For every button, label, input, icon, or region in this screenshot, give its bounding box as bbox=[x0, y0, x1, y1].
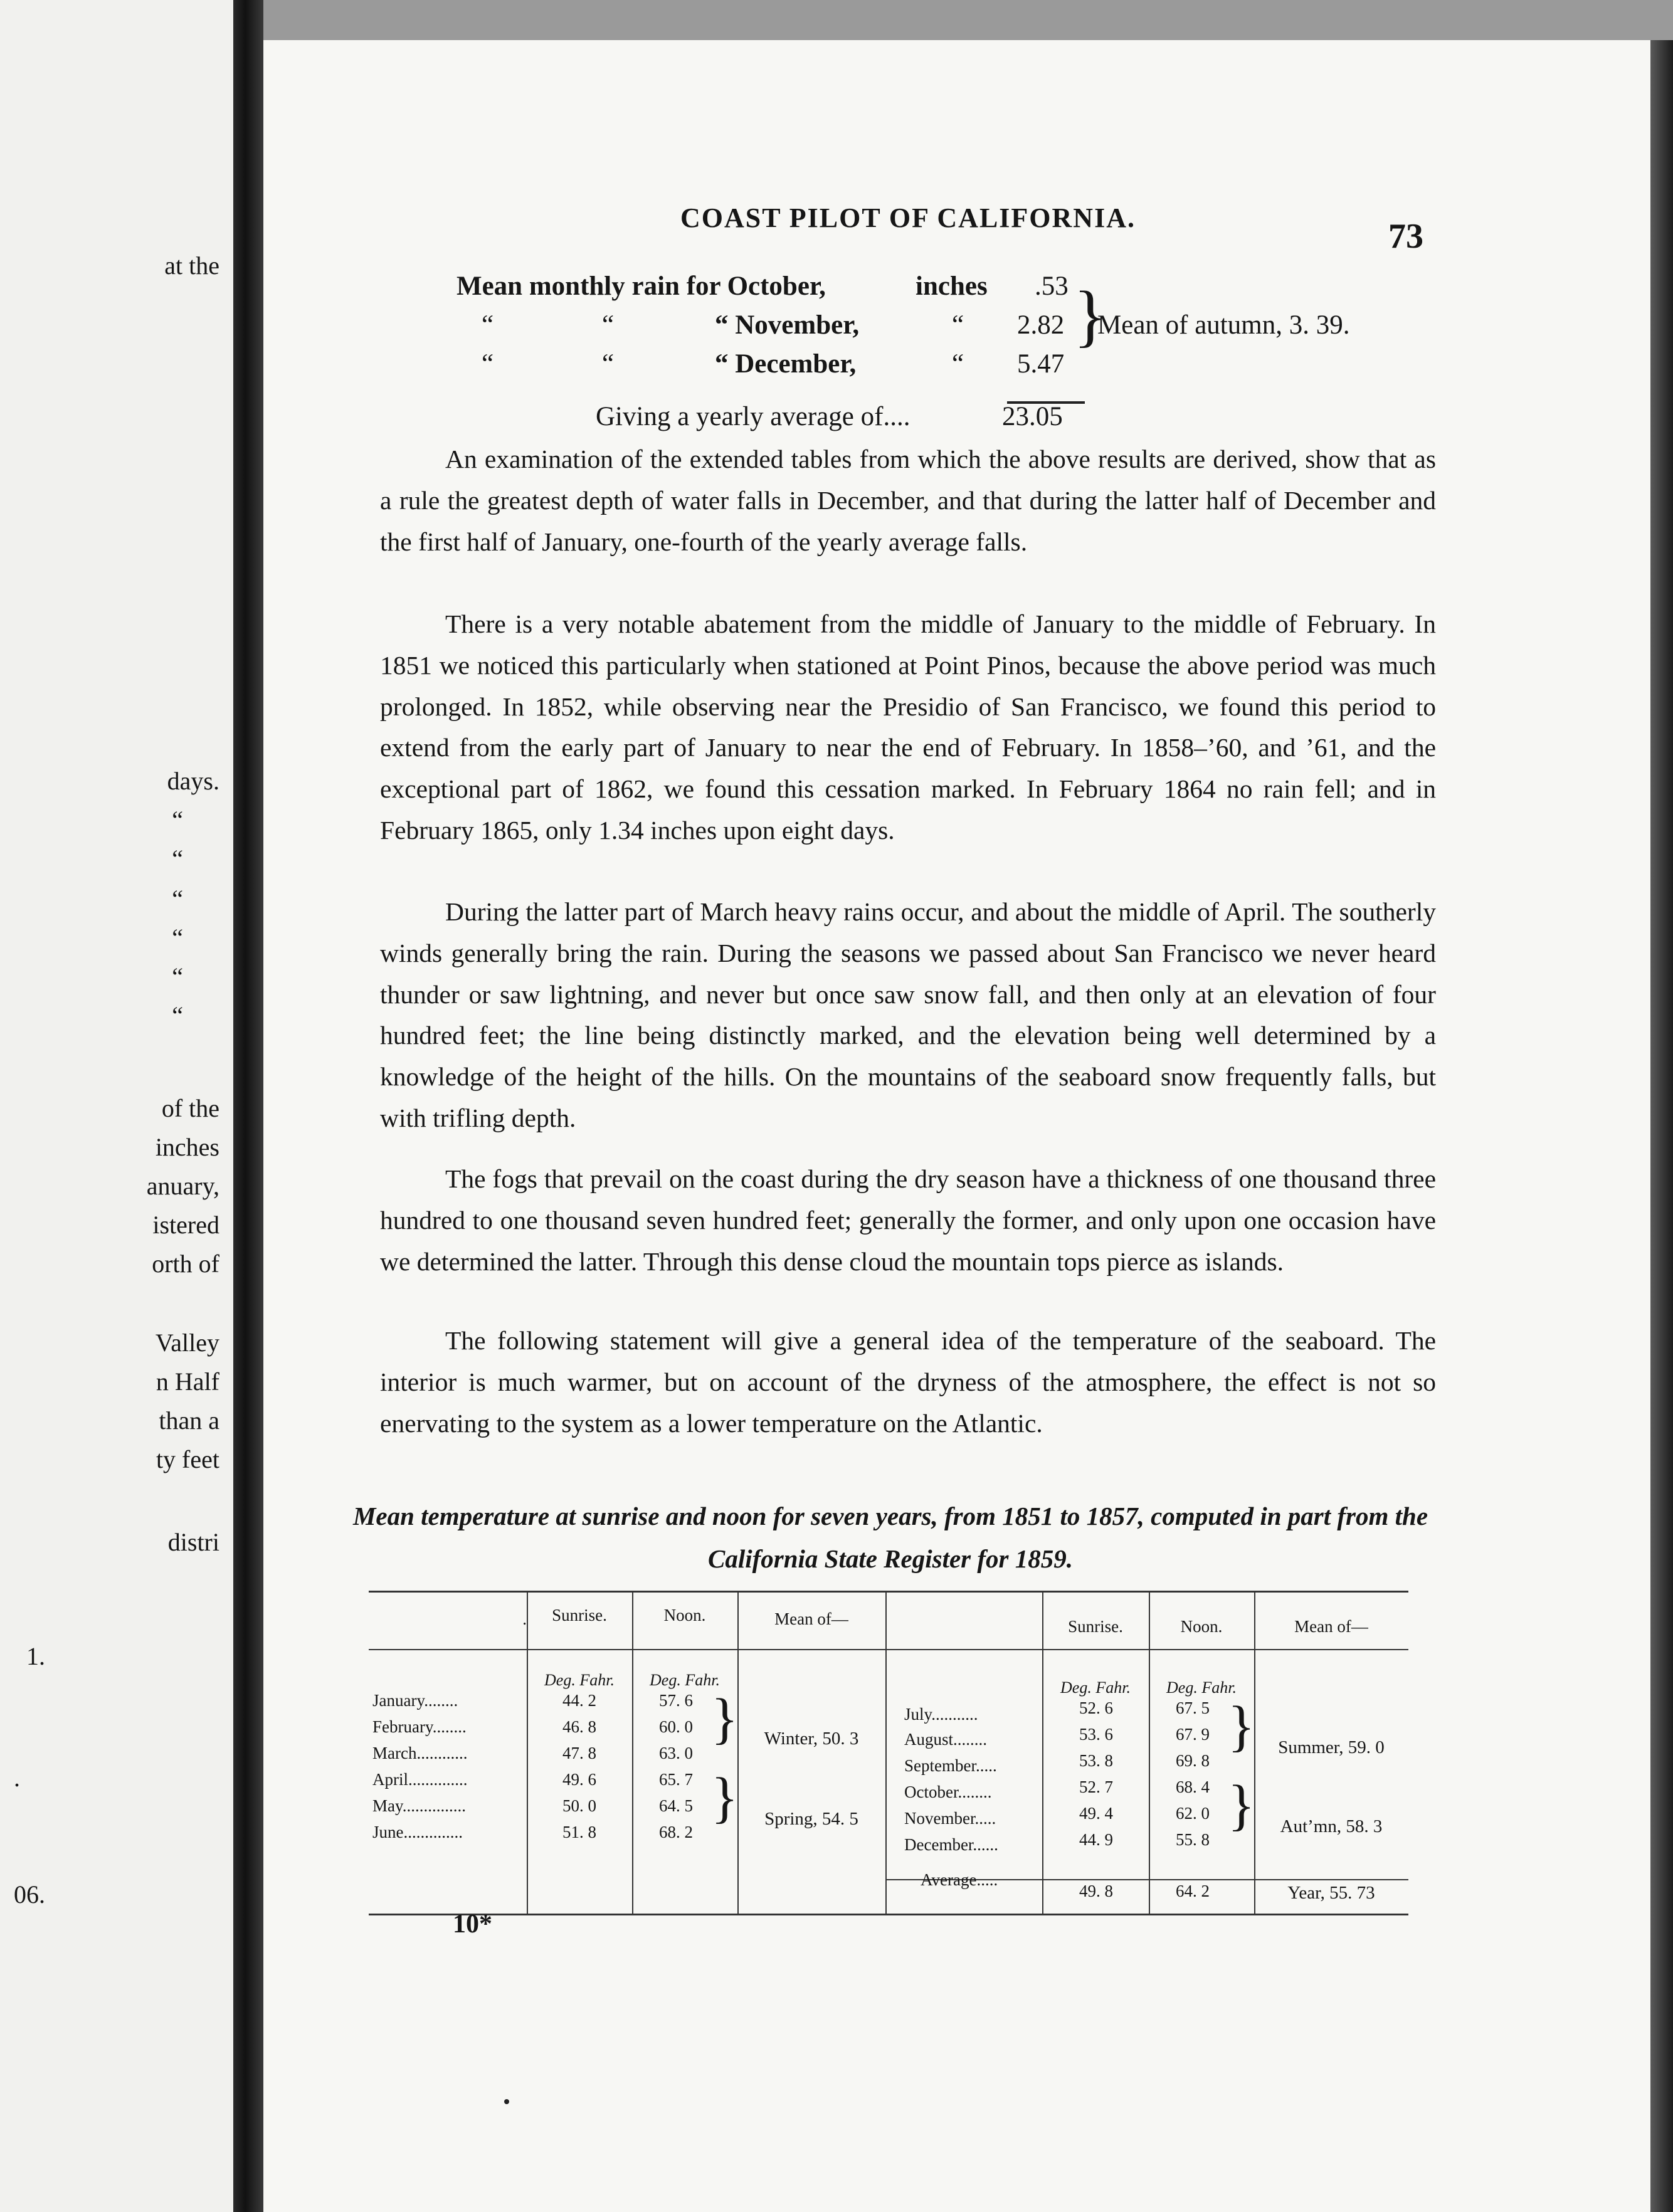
sunrise-value: 44. 9 bbox=[1079, 1830, 1113, 1849]
col-divider bbox=[885, 1591, 887, 1914]
left-page-fragment bbox=[0, 0, 233, 2212]
table-top-rule bbox=[369, 1591, 1408, 1593]
month-label: July........... bbox=[904, 1705, 978, 1724]
season-mean: Winter, 50. 3 bbox=[764, 1729, 859, 1749]
col-divider bbox=[527, 1591, 528, 1914]
left-fragment: . bbox=[14, 1764, 20, 1792]
yearly-average-label: Giving a yearly average of.... bbox=[596, 402, 910, 431]
average-noon: 64. 2 bbox=[1176, 1882, 1210, 1900]
month-label: April.............. bbox=[372, 1770, 468, 1789]
season-mean: Summer, 59. 0 bbox=[1278, 1737, 1385, 1757]
month-label: October........ bbox=[904, 1783, 992, 1801]
noon-value: 67. 9 bbox=[1176, 1725, 1210, 1744]
left-fragment: 06. bbox=[14, 1880, 45, 1909]
rain-row-unit: “ bbox=[952, 349, 964, 379]
ink-dot bbox=[504, 2099, 509, 2104]
noon-value: 65. 7 bbox=[659, 1770, 693, 1789]
left-fragment: at the bbox=[164, 251, 219, 280]
temperature-table bbox=[369, 1591, 1408, 1917]
book-spine bbox=[233, 0, 263, 2212]
noon-value: 55. 8 bbox=[1176, 1830, 1210, 1849]
sunrise-value: 53. 6 bbox=[1079, 1725, 1113, 1744]
col-divider bbox=[1149, 1591, 1150, 1914]
winter-brace: } bbox=[711, 1688, 739, 1750]
unit-label: Deg. Fahr. bbox=[544, 1671, 615, 1689]
unit-label: Deg. Fahr. bbox=[1166, 1678, 1237, 1697]
noon-value: 68. 4 bbox=[1176, 1778, 1210, 1796]
noon-value: 64. 5 bbox=[659, 1796, 693, 1815]
autumn-mean: Mean of autumn, 3. 39. bbox=[1097, 310, 1350, 340]
average-label: Average..... bbox=[921, 1870, 998, 1889]
sunrise-value: 44. 2 bbox=[562, 1691, 596, 1710]
col-divider bbox=[632, 1591, 633, 1914]
left-fragment: ty feet bbox=[156, 1445, 219, 1473]
sunrise-value: 53. 8 bbox=[1079, 1751, 1113, 1770]
header-sunrise: Sunrise. bbox=[1068, 1617, 1123, 1636]
sunrise-value: 47. 8 bbox=[562, 1744, 596, 1762]
month-label: November..... bbox=[904, 1809, 996, 1828]
header-noon: Noon. bbox=[1180, 1617, 1223, 1636]
left-fragment: orth of bbox=[152, 1250, 219, 1278]
left-fragment: 1. bbox=[26, 1642, 45, 1670]
month-label: January........ bbox=[372, 1691, 458, 1710]
sunrise-value: 49. 4 bbox=[1079, 1804, 1113, 1823]
rain-row-value: 2.82 bbox=[1017, 310, 1065, 340]
rain-row-label: Mean monthly rain for October, bbox=[457, 271, 826, 301]
month-label: August........ bbox=[904, 1730, 988, 1749]
rain-row-label: “ November, bbox=[715, 310, 860, 340]
body-paragraph: The fogs that prevail on the coast during the dry season have a thickness of one thousand three hundred to one thousand seven hundred feet; generally the former, and only upon one occasion have we determined the latter. Through this dense cloud the mountain tops pierce as islands. bbox=[380, 1164, 1436, 1276]
noon-value: 57. 6 bbox=[659, 1691, 693, 1710]
body-paragraph: An examination of the extended tables from which the above results are derived, show that as a rule the greatest depth of water falls in December, and that during the latter half of December and the first half of January, one-fourth of the yearly average falls. bbox=[380, 445, 1436, 556]
left-fragment: inches bbox=[155, 1133, 219, 1161]
body-paragraph: The following statement will give a general idea of the temperature of the seaboard. The interior is much warmer, but on account of the dryness of the atmosphere, the effect is not so enervating to the system as a lower temperature on the Atlantic. bbox=[380, 1326, 1436, 1438]
signature-mark: 10* bbox=[453, 1910, 492, 1939]
season-mean: Aut’mn, 58. 3 bbox=[1280, 1816, 1383, 1836]
summer-brace: } bbox=[1228, 1695, 1255, 1757]
col-divider bbox=[737, 1591, 739, 1914]
season-mean: Spring, 54. 5 bbox=[764, 1809, 858, 1829]
year-mean: Year, 55. 73 bbox=[1287, 1883, 1375, 1903]
table-caption: Mean temperature at sunrise and noon for seven years, from 1851 to 1857, computed in part from the California State Register for 1859. bbox=[352, 1502, 1428, 1573]
sunrise-value: 46. 8 bbox=[562, 1717, 596, 1736]
noon-value: 63. 0 bbox=[659, 1744, 693, 1762]
noon-value: 69. 8 bbox=[1176, 1751, 1210, 1770]
month-label: March............ bbox=[372, 1744, 468, 1762]
noon-value: 68. 2 bbox=[659, 1823, 693, 1841]
running-header: COAST PILOT OF CALIFORNIA. bbox=[680, 203, 1136, 233]
left-fragment: “ bbox=[172, 845, 183, 873]
body-paragraph: During the latter part of March heavy rains occur, and about the middle of April. The southerly winds generally bring the rain. During the seasons we passed about San Francisco we never heard thunder or saw lightning, and never but once saw snow fall, and then only at an elevation of four hundred feet; the line being distinctly marked, and the elevation being well determined by a knowledge of the height of the hills. On the mountains of the seaboard snow frequently falls, but with trifling depth. bbox=[380, 897, 1436, 1132]
header-rule bbox=[369, 1649, 1408, 1650]
month-label: December...... bbox=[904, 1835, 998, 1854]
left-fragment: distri bbox=[167, 1528, 219, 1556]
rain-row-value: 5.47 bbox=[1017, 349, 1065, 379]
month-label: June.............. bbox=[372, 1823, 463, 1841]
autumn-brace: } bbox=[1228, 1774, 1255, 1836]
yearly-average-value: 23.05 bbox=[1002, 402, 1063, 431]
header-sunrise: Sunrise. bbox=[552, 1606, 607, 1625]
rain-row-unit: inches bbox=[916, 271, 988, 301]
sunrise-value: 51. 8 bbox=[562, 1823, 596, 1841]
left-fragment: “ bbox=[172, 806, 183, 834]
left-fragment: than a bbox=[159, 1406, 219, 1435]
month-label: September..... bbox=[904, 1756, 997, 1775]
noon-value: 60. 0 bbox=[659, 1717, 693, 1736]
ditto-mark: “ bbox=[602, 310, 615, 340]
rain-row-unit: “ bbox=[952, 310, 964, 340]
left-fragment: of the bbox=[161, 1094, 219, 1122]
sunrise-value: 49. 6 bbox=[562, 1770, 596, 1789]
sunrise-value: 52. 7 bbox=[1079, 1778, 1113, 1796]
rain-row-value: .53 bbox=[1035, 271, 1069, 301]
header-noon: Noon. bbox=[663, 1606, 706, 1625]
left-fragment: anuary, bbox=[146, 1172, 219, 1200]
autumn-brace: } bbox=[1074, 277, 1107, 354]
average-sunrise: 49. 8 bbox=[1079, 1882, 1113, 1900]
header-mean: Mean of— bbox=[1294, 1617, 1368, 1636]
left-fragment: “ bbox=[172, 924, 183, 952]
ditto-mark: “ bbox=[602, 349, 615, 379]
unit-label: Deg. Fahr. bbox=[650, 1671, 720, 1689]
left-fragment: Valley bbox=[155, 1329, 219, 1357]
month-label: February........ bbox=[372, 1717, 467, 1736]
noon-value: 67. 5 bbox=[1176, 1698, 1210, 1717]
unit-label: Deg. Fahr. bbox=[1060, 1678, 1131, 1697]
left-fragment: istered bbox=[152, 1211, 219, 1239]
left-fragment: “ bbox=[172, 1001, 183, 1030]
table-bottom-rule bbox=[369, 1914, 1408, 1915]
left-fragment: n Half bbox=[156, 1367, 219, 1396]
sunrise-value: 52. 6 bbox=[1079, 1698, 1113, 1717]
noon-value: 62. 0 bbox=[1176, 1804, 1210, 1823]
header-blank: . bbox=[522, 1609, 527, 1628]
ditto-mark: “ bbox=[482, 310, 494, 340]
spring-brace: } bbox=[711, 1767, 739, 1829]
page-number: 73 bbox=[1388, 217, 1423, 256]
left-fragment: “ bbox=[172, 885, 183, 913]
month-label: May............... bbox=[372, 1796, 466, 1815]
left-fragment: “ bbox=[172, 962, 183, 991]
page-edge bbox=[1650, 40, 1673, 2212]
left-fragment: days. bbox=[167, 767, 219, 795]
rain-row-label: “ December, bbox=[715, 349, 857, 379]
sunrise-value: 50. 0 bbox=[562, 1796, 596, 1815]
body-paragraph: There is a very notable abatement from the middle of January to the middle of February. In 1851 we noticed this particularly when stationed at Point Pinos, because the above period was much prolonged. In 1852, while observing near the Presidio of San Francisco, we found this period to extend from the early part of January to near the end of February. In 1858–’60, and ’61, and the exceptional part of 1862, we found this cessation marked. In February 1864 no rain fell; and in February 1865, only 1.34 inches upon eight days. bbox=[380, 609, 1436, 845]
col-divider bbox=[1042, 1591, 1043, 1914]
header-mean: Mean of— bbox=[774, 1609, 848, 1628]
ditto-mark: “ bbox=[482, 349, 494, 379]
